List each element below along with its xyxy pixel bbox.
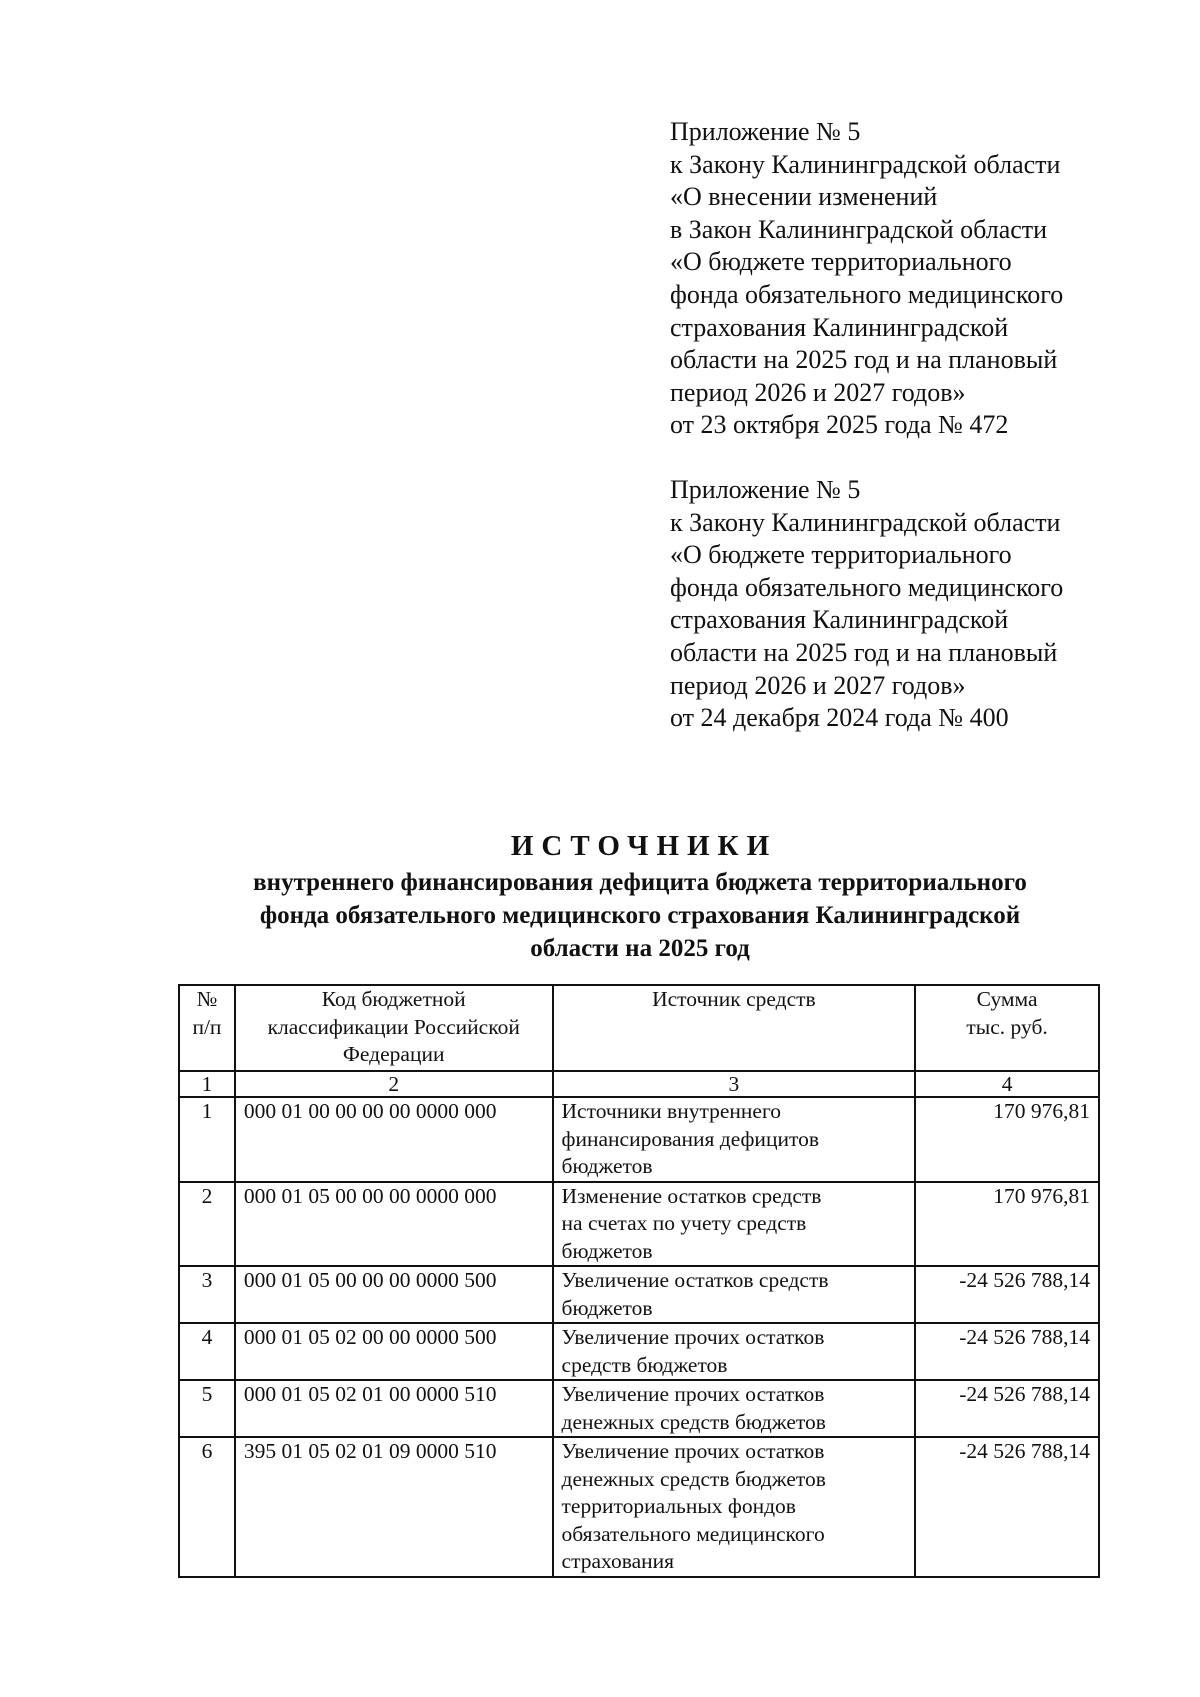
annex-line: «О бюджете территориального xyxy=(670,247,1012,277)
source-line: на счетах по учету средств xyxy=(561,1211,807,1235)
row-sum: -24 526 788,14 xyxy=(915,1266,1099,1323)
row-source xyxy=(553,1437,916,1577)
annex-line: страхования Калининградской xyxy=(670,312,1009,342)
subtitle-line: внутреннего финансирования дефицита бюджета территориального xyxy=(253,869,1027,896)
table-row xyxy=(179,1437,1099,1577)
header-line: Федерации xyxy=(342,1042,445,1066)
row-code: 000 01 05 02 00 00 0000 500 xyxy=(235,1323,553,1380)
row-source xyxy=(553,1097,916,1182)
document-title xyxy=(140,826,1140,965)
row-number: 2 xyxy=(179,1182,235,1267)
table-body xyxy=(179,1097,1099,1577)
source-line: средств бюджетов xyxy=(561,1352,728,1377)
header-code xyxy=(235,985,553,1071)
annex-line: области на 2025 год и на плановый xyxy=(670,637,1058,667)
annex-line: от 23 октября 2025 года № 472 xyxy=(670,410,1009,440)
row-source xyxy=(553,1182,916,1267)
annex-line: период 2026 и 2027 годов» xyxy=(670,377,966,407)
row-number: 5 xyxy=(179,1380,235,1437)
annex-line: «О бюджете территориального xyxy=(670,540,1012,570)
row-number: 6 xyxy=(179,1437,235,1577)
table-row xyxy=(179,1380,1099,1437)
header-line: Источник средств xyxy=(652,987,816,1011)
annex-line: к Закону Калининградской области xyxy=(670,507,1061,537)
title-subtitle xyxy=(140,866,1140,965)
row-sum: -24 526 788,14 xyxy=(915,1380,1099,1437)
subtitle-line: области на 2025 год xyxy=(530,935,750,962)
row-sum: -24 526 788,14 xyxy=(915,1437,1099,1577)
row-number: 1 xyxy=(179,1097,235,1182)
row-source xyxy=(553,1266,916,1323)
source-line: финансирования дефицитов xyxy=(561,1126,819,1151)
source-line: Увеличение прочих остатков xyxy=(561,1382,825,1406)
row-source xyxy=(553,1380,916,1437)
annex-line: Приложение № 5 xyxy=(670,475,861,504)
header-line: Код бюджетной xyxy=(321,987,466,1011)
table-row xyxy=(179,1266,1099,1323)
annex-original-heading xyxy=(670,474,1063,735)
source-line: Увеличение прочих остатков xyxy=(561,1325,825,1349)
row-code: 395 01 05 02 01 09 0000 510 xyxy=(235,1437,553,1577)
row-code: 000 01 05 00 00 00 0000 000 xyxy=(235,1182,553,1267)
annex-line: «О внесении изменений xyxy=(670,182,938,212)
source-line: денежных средств бюджетов xyxy=(561,1409,826,1434)
source-line: бюджетов xyxy=(561,1238,653,1263)
annex-line: Приложение № 5 xyxy=(670,117,861,146)
header-line: тыс. руб. xyxy=(966,1014,1048,1039)
row-sum: -24 526 788,14 xyxy=(915,1323,1099,1380)
title-main: ИСТОЧНИКИ xyxy=(510,830,778,862)
header-num xyxy=(179,985,235,1071)
header-line: классификации Российской xyxy=(267,1014,520,1039)
source-line: бюджетов xyxy=(561,1295,653,1320)
annex-line: в Закон Калининградской области xyxy=(670,214,1048,244)
row-code: 000 01 05 02 01 00 0000 510 xyxy=(235,1380,553,1437)
source-line: денежных средств бюджетов xyxy=(561,1466,826,1491)
column-number: 3 xyxy=(553,1071,916,1097)
row-number: 3 xyxy=(179,1266,235,1323)
row-code: 000 01 05 00 00 00 0000 500 xyxy=(235,1266,553,1323)
source-line: Увеличение остатков средств xyxy=(561,1268,829,1292)
row-number: 4 xyxy=(179,1323,235,1380)
source-line: Источники внутреннего xyxy=(561,1099,782,1123)
header-sum xyxy=(915,985,1099,1071)
sources-table xyxy=(178,984,1100,1578)
table-row xyxy=(179,1323,1099,1380)
header-source xyxy=(553,985,916,1071)
header-line: Сумма xyxy=(976,987,1038,1011)
table-row xyxy=(179,1097,1099,1182)
header-line: п/п xyxy=(192,1014,222,1039)
annex-line: к Закону Калининградской области xyxy=(670,149,1061,179)
source-line: Увеличение прочих остатков xyxy=(561,1439,825,1463)
source-line: страхования xyxy=(561,1549,675,1573)
table-header-row xyxy=(179,985,1099,1071)
column-number: 4 xyxy=(915,1071,1099,1097)
annex-line: фонда обязательного медицинского xyxy=(670,572,1064,602)
table-row xyxy=(179,1182,1099,1267)
subtitle-line: фонда обязательного медицинского страхования Калининградской xyxy=(259,902,1021,929)
annex-amendment-heading xyxy=(670,116,1063,442)
annex-line: страхования Калининградской xyxy=(670,605,1009,635)
annex-line: период 2026 и 2027 годов» xyxy=(670,670,966,700)
annex-line: от 24 декабря 2024 года № 400 xyxy=(670,703,1009,733)
row-sum: 170 976,81 xyxy=(915,1097,1099,1182)
source-line: Изменение остатков средств xyxy=(561,1183,822,1208)
source-line: территориальных фондов xyxy=(561,1494,796,1518)
annex-line: области на 2025 год и на плановый xyxy=(670,345,1058,375)
annex-line: фонда обязательного медицинского xyxy=(670,279,1064,309)
column-number: 2 xyxy=(235,1071,553,1097)
column-number-row xyxy=(179,1071,1099,1097)
column-number: 1 xyxy=(179,1071,235,1097)
row-sum: 170 976,81 xyxy=(915,1182,1099,1267)
row-source xyxy=(553,1323,916,1380)
header-line: № xyxy=(196,987,218,1011)
row-code: 000 01 00 00 00 00 0000 000 xyxy=(235,1097,553,1182)
source-line: бюджетов xyxy=(561,1154,653,1178)
source-line: обязательного медицинского xyxy=(561,1521,825,1546)
